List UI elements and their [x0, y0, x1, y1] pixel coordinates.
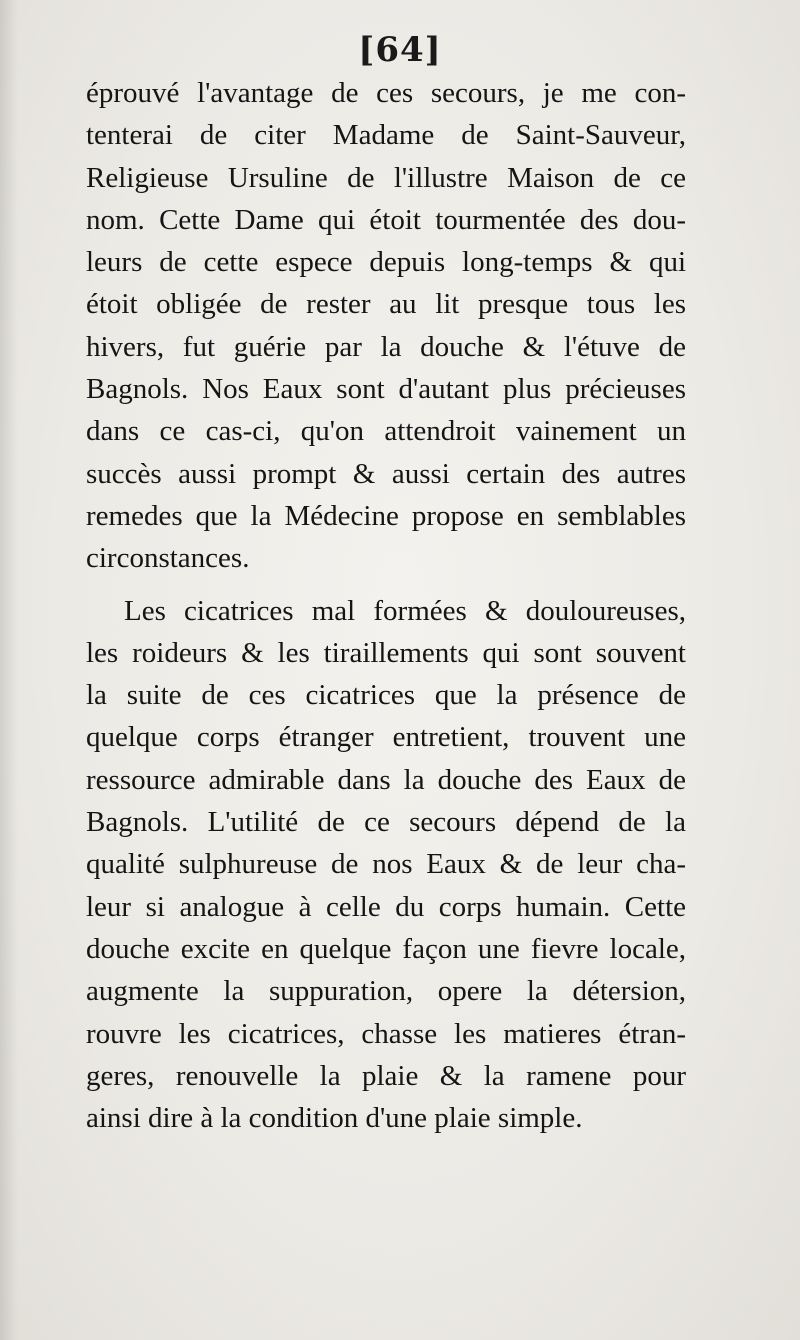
text-line: étoit obligée de rester au lit presque tous les — [86, 288, 686, 321]
text-line: augmente la suppuration, opere la détersion, — [86, 975, 686, 1008]
page-number: [64] — [358, 30, 442, 70]
text-line: succès aussi prompt & aussi certain des autres — [86, 457, 686, 490]
text-line: ainsi dire à la condition d'une plaie simple. — [86, 1102, 583, 1135]
text-line: Religieuse Ursuline de l'illustre Maison de ce — [86, 161, 686, 194]
text-line: circonstances. — [86, 542, 250, 575]
text-line: geres, renouvelle la plaie & la ramene pour — [86, 1059, 686, 1092]
text-line: douche excite en quelque façon une fievre locale, — [86, 932, 686, 965]
text-line: dans ce cas-ci, qu'on attendroit vainement un — [86, 415, 686, 448]
text-line: ressource admirable dans la douche des Eaux de — [86, 763, 686, 796]
text-line: leur si analogue à celle du corps humain. Cette — [86, 890, 686, 923]
paragraph-1 — [86, 72, 686, 580]
text-line: Bagnols. L'utilité de ce secours dépend de la — [86, 806, 686, 839]
text-line: qualité sulphureuse de nos Eaux & de leur cha- — [86, 848, 686, 881]
text-line: leurs de cette espece depuis long-temps & qui — [86, 246, 686, 279]
page-edge-shadow — [0, 0, 18, 1340]
text-line: tenterai de citer Madame de Saint-Sauveur, — [86, 119, 686, 152]
text-line: remedes que la Médecine propose en semblables — [86, 499, 686, 532]
text-line: Bagnols. Nos Eaux sont d'autant plus précieuses — [86, 373, 686, 406]
text-line: Les cicatrices mal formées & douloureuses, — [124, 594, 686, 627]
text-line: nom. Cette Dame qui étoit tourmentée des dou- — [86, 203, 686, 236]
paragraph-2 — [86, 590, 686, 1140]
body-text — [86, 72, 686, 1139]
text-line: les roideurs & les tiraillements qui sont souvent — [86, 636, 686, 669]
text-line: éprouvé l'avantage de ces secours, je me con- — [86, 77, 686, 109]
text-line: rouvre les cicatrices, chasse les matieres étran- — [86, 1017, 686, 1050]
text-line: hivers, fut guérie par la douche & l'étuve de — [86, 330, 686, 363]
paragraph-gap — [86, 580, 686, 590]
text-line: la suite de ces cicatrices que la présence de — [86, 679, 686, 712]
text-line: quelque corps étranger entretient, trouvent une — [86, 721, 686, 754]
